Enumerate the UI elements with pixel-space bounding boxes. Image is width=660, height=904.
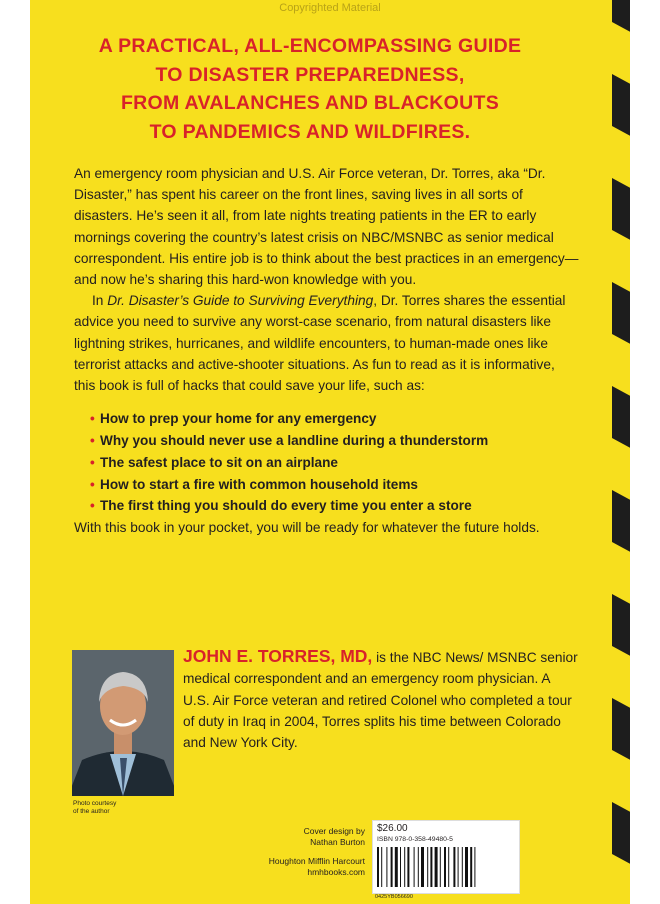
headline-line: TO DISASTER PREPAREDNESS,	[155, 63, 465, 86]
closing-paragraph: With this book in your pocket, you will be ready for whatever the future holds.	[74, 520, 540, 536]
cover-design-credit	[230, 826, 365, 848]
watermark: Copyrighted Material	[279, 2, 381, 14]
price-label: $26.00	[377, 823, 408, 834]
bullet-icon: •	[90, 411, 95, 427]
barcode-icon	[377, 847, 515, 889]
barcode-small-code: 0425YB056690	[375, 894, 413, 900]
publisher-credit	[230, 856, 365, 878]
list-item-text: Why you should never use a landline during a thunderstorm	[100, 433, 489, 449]
hazard-stripes	[612, 0, 630, 904]
book-title: Dr. Disaster’s Guide to Surviving Everything	[107, 293, 374, 309]
description-paragraph-2	[74, 290, 579, 396]
bullet-icon: •	[90, 476, 95, 492]
list-item	[90, 474, 579, 496]
list-item-text: The first thing you should do every time you enter a store	[100, 498, 472, 514]
credit-line: Houghton Mifflin Harcourt	[268, 856, 365, 866]
author-name: JOHN E. TORRES, MD,	[183, 646, 373, 666]
credit-line: Cover design by	[303, 826, 365, 836]
author-portrait-icon	[72, 650, 174, 796]
photo-credit-line: of the author	[73, 807, 110, 815]
bullet-icon: •	[90, 433, 95, 449]
bullet-icon: •	[90, 454, 95, 470]
list-item	[90, 452, 579, 474]
headline	[50, 32, 570, 146]
para2-rest: , Dr. Torres shares the essential advice you need to survive any worst-case scenario, from natural disasters like lightning strikes, hurricanes, and wildlife encounters, to human-made ones like terrorist attacks and active-shooter situations. As fun to read as it is informative, this book is full of hacks that could save your life, such as:	[74, 293, 566, 394]
barcode-panel	[372, 820, 520, 894]
isbn-label: ISBN 978-0-358-49480-5	[377, 836, 453, 843]
book-back-cover	[30, 0, 630, 904]
list-item-text: How to start a fire with common household items	[100, 476, 418, 492]
author-bio	[183, 646, 578, 753]
credit-line: hmhbooks.com	[307, 867, 365, 877]
description	[74, 163, 579, 538]
hacks-list	[74, 408, 579, 517]
list-item	[90, 495, 579, 517]
list-item-text: How to prep your home for any emergency	[100, 411, 377, 427]
description-paragraph-1: An emergency room physician and U.S. Air Force veteran, Dr. Torres, aka “Dr. Disaster,” has spent his career on the front lines, saving lives in all sorts of disasters. He’s seen it all, from late nights treating patients in the ER to early mornings covering the country’s latest crisis on NBC/MSNBC as senior medical correspondent. His entire job is to think about the best practices in an emergency—and now he’s sharing this hard-won knowledge with you.	[74, 166, 579, 288]
para2-intro: In	[92, 293, 108, 309]
credits	[230, 826, 365, 878]
credit-line: Nathan Burton	[310, 837, 365, 847]
hazard-stripes-icon	[612, 0, 630, 904]
bullet-icon: •	[90, 498, 95, 514]
list-item-text: The safest place to sit on an airplane	[100, 454, 338, 470]
photo-credit	[73, 800, 116, 815]
list-item	[90, 408, 579, 430]
author-photo	[72, 650, 174, 796]
headline-line: FROM AVALANCHES AND BLACKOUTS	[120, 92, 500, 114]
photo-credit-line: Photo courtesy	[73, 800, 117, 807]
author-bio-text: is the NBC News/ MSNBC senior medical correspondent and an emergency room physician. A U.S. Air Force veteran and retired Colonel who completed a tour of duty in Iraq in 2004, Torres splits his time between Colorado and New York City.	[183, 650, 578, 751]
list-item	[90, 430, 579, 452]
headline-line: A PRACTICAL, ALL-ENCOMPASSING GUIDE	[98, 35, 522, 57]
headline-line: TO PANDEMICS AND WILDFIRES.	[149, 120, 471, 143]
